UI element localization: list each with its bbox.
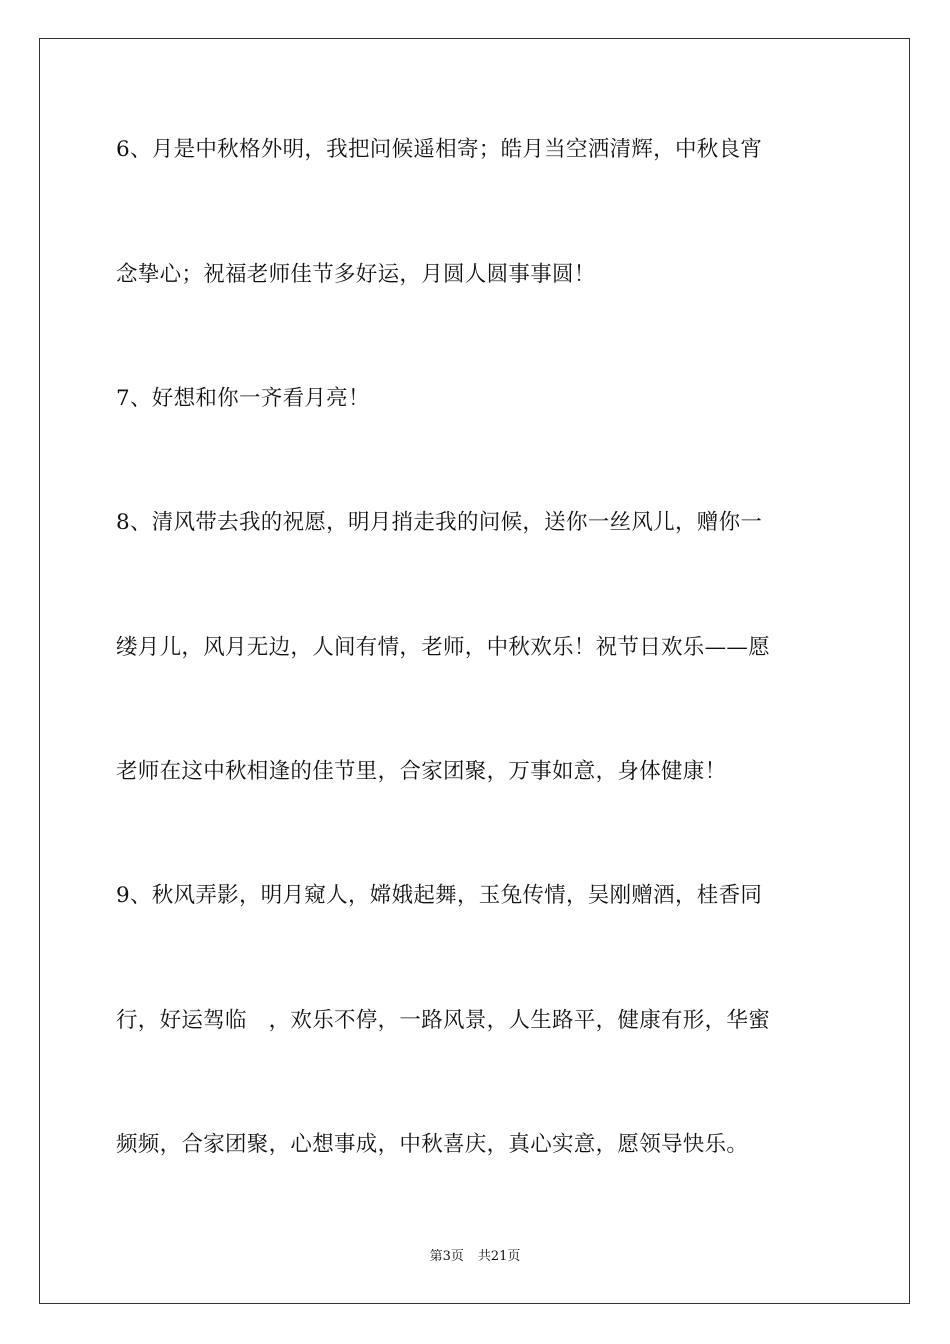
- text-line: 8、清风带去我的祝愿，明月捎走我的问候，送你一丝风儿，赠你一: [116, 510, 763, 535]
- text-line: 念挚心；祝福老师佳节多好运，月圆人圆事事圆！: [116, 262, 596, 287]
- text-line: 9、秋风弄影，明月窥人，嫦娥起舞，玉兔传情，吴刚赠酒，桂香同: [116, 883, 763, 908]
- text-line: 缕月儿，风月无边，人间有情，老师，中秋欢乐！祝节日欢乐——愿: [116, 635, 771, 660]
- text-line: 6、月是中秋格外明，我把问候遥相寄；皓月当空洒清辉，中秋良宵: [116, 137, 763, 162]
- total-pages: 共21页: [477, 1249, 521, 1264]
- text-line: 频频，合家团聚，心想事成，中秋喜庆，真心实意，愿领导快乐。: [116, 1132, 749, 1157]
- text-line: 行，好运驾临 ，欢乐不停，一路风景，人生路平，健康有形，华蜜: [116, 1008, 771, 1033]
- text-line: 7、好想和你一齐看月亮！: [116, 386, 370, 411]
- page-frame: [39, 38, 910, 1304]
- text-line: 老师在这中秋相逢的佳节里，合家团聚，万事如意，身体健康！: [116, 759, 727, 784]
- page-number: 第3页: [429, 1249, 464, 1264]
- page-footer: [0, 1248, 950, 1266]
